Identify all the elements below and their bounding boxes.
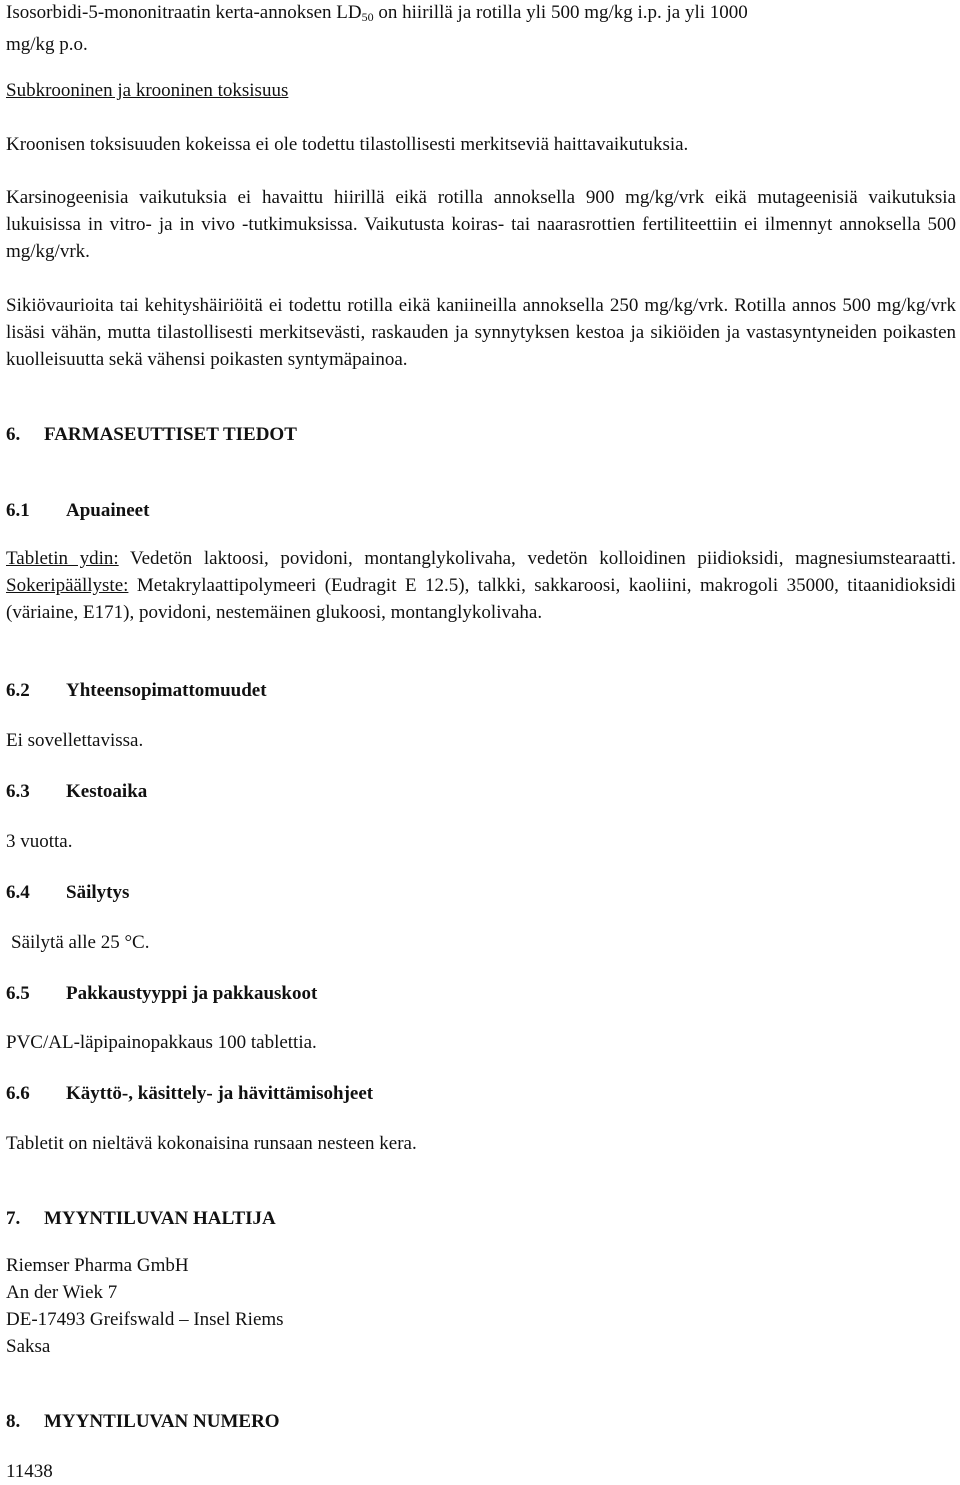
section-6-4-title: Säilytys [66,882,130,903]
toxicity-heading: Subkrooninen ja krooninen toksisuus [6,80,289,101]
shelf-life-text: 3 vuotta. [6,831,73,852]
storage-text: Säilytä alle 25 °C. [11,932,150,953]
toxicity-paragraph-3: Sikiövaurioita tai kehityshäiriöitä ei todettu rotilla eikä kaniineilla annoksella 250 mg/kg/vrk. Rotilla annos 500 mg/kg/vrk lisäsi vähän, mutta tilastollisesti merkitsevästi, raskauden ja synnytyksen kestoa ja sikiöiden ja vastasyntyneiden poikasten kuolleisuutta sekä vähensi poikasten syntymäpainoa. [6,295,956,370]
section-6-6-title: Käyttö-, käsittely- ja hävittämisohjeet [66,1083,374,1104]
section-6-5-heading [6,980,317,1007]
section-6-1-heading [6,497,149,524]
section-6-heading [6,421,297,448]
section-6-1-number: 6.1 [6,500,30,521]
section-6-number: 6. [6,424,21,445]
section-6-6-number: 6.6 [6,1083,30,1104]
authorisation-number: 11438 [6,1461,53,1482]
section-6-2-number: 6.2 [6,680,30,701]
section-7-title: MYYNTILUVAN HALTIJA [44,1208,276,1229]
sugar-coating-text: Metakrylaattipolymeeri (Eudragit E 12.5), talkki, sakkaroosi, kaoliini, makrogoli 35000, titaanidioksidi (väriaine, E171), povidoni, nestemäinen glukoosi, montanglykolivaha. [6,575,956,623]
section-7-number: 7. [6,1208,21,1229]
section-6-1-title: Apuaineet [66,500,150,521]
section-6-3-title: Kestoaika [66,781,148,802]
section-6-2-heading [6,677,267,704]
holder-city: DE-17493 Greifswald – Insel Riems [6,1309,284,1330]
section-7-heading [6,1205,276,1232]
handling-text: Tabletit on nieltävä kokonaisina runsaan nesteen kera. [6,1133,417,1154]
section-6-2-title: Yhteensopimattomuudet [66,680,267,701]
incompatibilities-text: Ei sovellettavissa. [6,730,144,751]
holder-country: Saksa [6,1336,51,1357]
ld50-subscript: 50 [361,10,374,24]
section-6-title: FARMASEUTTISET TIEDOT [44,424,297,445]
ld50-text-start: Isosorbidi-5-mononitraatin kerta-annoksen LD [6,2,362,23]
section-8-heading [6,1408,280,1435]
section-8-title: MYYNTILUVAN NUMERO [44,1411,280,1432]
holder-address [6,1252,956,1360]
section-6-5-title: Pakkaustyyppi ja pakkauskoot [66,983,318,1004]
section-6-6-heading [6,1080,373,1107]
section-6-4-heading [6,879,129,906]
ld50-statement [6,0,956,58]
sugar-coating-label: Sokeripäällyste: [6,575,129,596]
section-6-3-number: 6.3 [6,781,30,802]
toxicity-paragraph-1: Kroonisen toksisuuden kokeissa ei ole todettu tilastollisesti merkitseviä haittavaikutuksia. [6,134,689,155]
section-6-3-heading [6,778,147,805]
tablet-core-label: Tabletin ydin: [6,548,119,569]
holder-name: Riemser Pharma GmbH [6,1255,189,1276]
section-6-4-number: 6.4 [6,882,30,903]
package-text: PVC/AL-läpipainopakkaus 100 tablettia. [6,1032,317,1053]
ld50-text-end: on hiirillä ja rotilla yli 500 mg/kg i.p. ja yli 1000 [373,2,748,23]
section-6-5-number: 6.5 [6,983,30,1004]
excipients-paragraph [6,545,956,626]
section-8-number: 8. [6,1411,21,1432]
holder-street: An der Wiek 7 [6,1282,118,1303]
ld50-text-line2: mg/kg p.o. [6,34,88,55]
toxicity-paragraph-2: Karsinogeenisia vaikutuksia ei havaittu hiirillä eikä rotilla annoksella 900 mg/kg/vrk eikä mutageenisiä vaikutuksia lukuisissa in vitro- ja in vivo -tutkimuksissa. Vaikutusta koiras- tai naarasrottien fertiliteettiin ei ilmennyt annoksella 500 mg/kg/vrk. [6,187,956,262]
tablet-core-text: Vedetön laktoosi, povidoni, montanglykolivaha, vedetön kolloidinen piidioksidi, magnesiumstearaatti. [118,548,956,569]
